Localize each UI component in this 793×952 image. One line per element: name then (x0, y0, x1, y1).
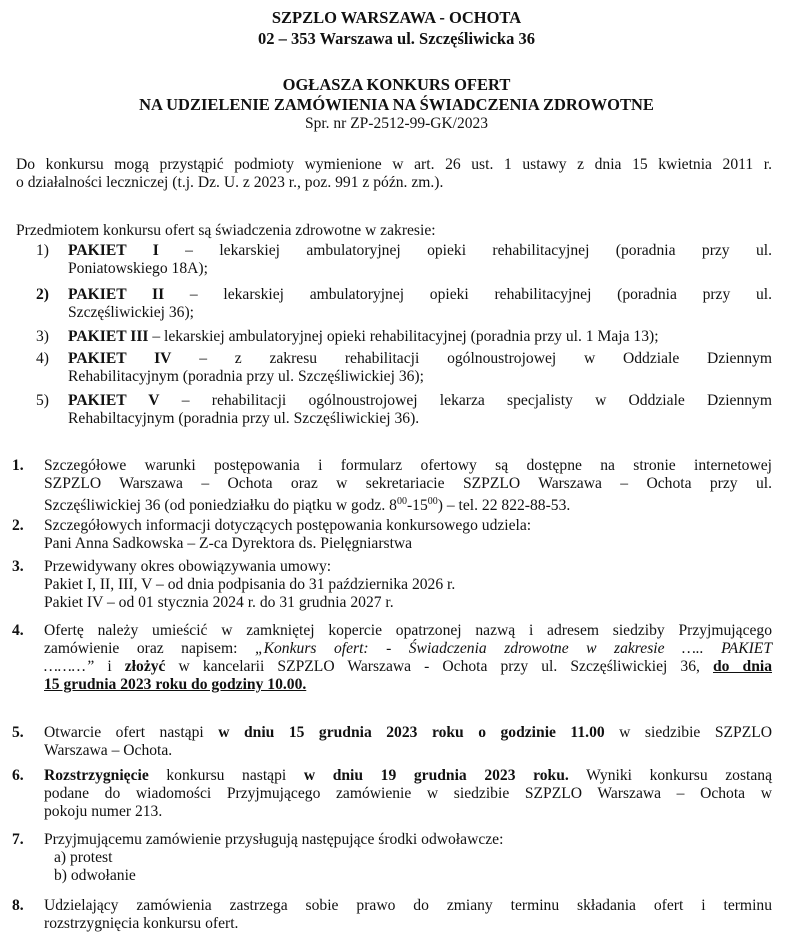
numbered-item-3 (12, 558, 772, 612)
emphasis-text: Rozstrzygnięcie (44, 767, 149, 784)
item-text: Szczegółowych informacji dotyczących postępowania konkursowego udziela: (44, 517, 532, 534)
item-text-part: Wyniki konkursu zostaną (568, 767, 772, 784)
item-text-part: w siedzibie SZPZLO (604, 724, 773, 741)
item-text-part: konkursu nastąpi (148, 767, 304, 784)
package-item (36, 350, 772, 386)
numbered-item-1 (12, 457, 772, 515)
item-text: Pakiet I, II, III, V – od dnia podpisania do 31 października 2026 r. (44, 576, 456, 593)
item-text: Ofertę należy umieścić w zamkniętej kopercie opatrzonej nazwą i adresem siedziby Przyjmującego (44, 622, 772, 639)
hours-superscript: 00 (427, 496, 438, 507)
envelope-label: „Konkurs ofert: - Świadczenia zdrowotne w zakresie ….. PAKIET (254, 640, 772, 657)
package-number: 3) (36, 328, 49, 345)
package-desc: – lekarskiej ambulatoryjnej opieki rehabilitacyjnej (poradnia przy ul. (189, 286, 773, 303)
item-text: Warszawa – Ochota. (44, 742, 173, 759)
header-title (0, 75, 793, 115)
intro-line-2: o działalności leczniczej (t.j. Dz. U. z 2023 r., poz. 991 z późn. zm.). (16, 174, 444, 191)
numbered-item-4 (12, 622, 772, 694)
item-number: 7. (12, 831, 24, 848)
item-text: Pani Anna Sadkowska – Z-ca Dyrektora ds. Pielęgniarstwa (44, 535, 413, 552)
package-desc-cont: Rehabilitacyjnym (poradnia przy ul. Szczęśliwickiej 36); (68, 368, 424, 385)
item-number: 2. (12, 517, 24, 534)
hours-text: -15 (406, 497, 428, 515)
resolution-date-text: w dniu 19 grudnia 2023 roku. (303, 767, 569, 784)
item-number: 4. (12, 622, 24, 639)
item-text: Udzielający zamówienia zastrzega sobie prawo do zmiany terminu składania ofert i terminu (44, 897, 772, 914)
intro-paragraph (16, 156, 772, 192)
package-number: 4) (36, 350, 49, 367)
item-text: Pakiet IV – od 01 stycznia 2024 r. do 31 grudnia 2027 r. (44, 594, 394, 611)
item-text (44, 640, 772, 658)
numbered-item-7 (12, 831, 772, 885)
numbered-item-2 (12, 517, 772, 553)
item-text (44, 724, 772, 742)
numbered-item-6 (12, 767, 772, 821)
item-number: 5. (12, 724, 24, 741)
package-desc: – lekarskiej ambulatoryjnej opieki rehabilitacyjnej (poradnia przy ul. 1 Maja 13); (152, 328, 659, 345)
header-org (0, 7, 793, 49)
title-line-2: NA UDZIELENIE ZAMÓWIENIA NA ŚWIADCZENIA ZDROWOTNE (139, 95, 654, 114)
item-number: 6. (12, 767, 24, 784)
package-number: 5) (36, 392, 49, 409)
package-name: PAKIET III (68, 328, 149, 345)
org-address: 02 – 353 Warszawa ul. Szczęśliwicka 36 (258, 29, 535, 48)
item-text: Przyjmującemu zamówienie przysługują następujące środki odwoławcze: (44, 831, 504, 848)
item-text: rozstrzygnięcia konkursu ofert. (44, 915, 239, 932)
package-desc: – rehabilitacji ogólnoustrojowej lekarza specjalisty w Oddziale Dziennym (181, 392, 772, 409)
package-number: 2) (36, 286, 49, 303)
hours-superscript: 00 (396, 496, 407, 507)
item-text: pokoju numer 213. (44, 803, 163, 820)
package-number: 1) (36, 242, 49, 259)
numbered-item-5 (12, 724, 772, 760)
intro-line-1: Do konkursu mogą przystąpić podmioty wymienione w art. 26 ust. 1 ustawy z dnia 15 kwietnia 2011 r. (16, 156, 772, 173)
org-name: SZPZLO WARSZAWA - OCHOTA (271, 8, 522, 27)
opening-date-text: w dniu 15 grudnia 2023 roku o godzinie 11.00 (218, 724, 605, 741)
item-text: podane do wiadomości Przyjmującego zamówienie w siedzibie SZPZLO Warszawa – Ochota w (44, 785, 772, 802)
item-text: Przewidywany okres obowiązywania umowy: (44, 558, 332, 575)
item-text (44, 493, 772, 515)
package-item (36, 286, 772, 322)
package-name: PAKIET II (68, 286, 165, 303)
package-name: PAKIET V (68, 392, 160, 409)
item-text: Szczegółowe warunki postępowania i formularz ofertowy są dostępne na stronie internetowej (44, 457, 772, 474)
numbered-item-8 (12, 897, 772, 933)
phone-text: ) – tel. 22 822-88-53. (437, 497, 571, 515)
item-text (44, 767, 772, 785)
deadline-text: do dnia (712, 658, 772, 675)
package-desc: – z zakresu rehabilitacji ogólnoustrojowej w Oddziale Dziennym (199, 350, 773, 367)
hours-text: Szczęśliwickiej 36 (od poniedziałku do piątku w godz. 8 (44, 497, 397, 515)
package-name: PAKIET I (68, 242, 159, 259)
item-text-part: w kancelarii SZPZLO Warszawa - Ochota przy ul. Szczęśliwickiej 36, (165, 658, 713, 675)
remedy-option: a) protest (54, 849, 113, 866)
item-text-part: Otwarcie ofert nastąpi (44, 724, 219, 741)
package-desc-cont: Szczęśliwickiej 36); (68, 304, 195, 321)
package-item (36, 392, 772, 428)
item-text (44, 658, 772, 676)
package-desc-cont: Rehabiltacyjnym (poradnia przy ul. Szczęśliwickiej 36). (68, 410, 420, 427)
package-desc: – lekarskiej ambulatoryjnej opieki rehabilitacyjnej (poradnia przy ul. (185, 242, 772, 259)
package-desc-cont: Poniatowskiego 18A); (68, 260, 208, 277)
deadline-text: 15 grudnia 2023 roku do godziny 10.00. (44, 676, 307, 693)
package-item (36, 328, 772, 346)
item-text-part: i (94, 658, 125, 675)
remedy-option: b) odwołanie (54, 867, 136, 884)
title-line-1: OGŁASZA KONKURS OFERT (282, 75, 511, 94)
envelope-label: ………” (44, 658, 95, 675)
item-number: 1. (12, 457, 24, 474)
emphasis-text: złożyć (124, 658, 166, 675)
item-number: 3. (12, 558, 24, 575)
package-item (36, 242, 772, 278)
subject-lead: Przedmiotem konkursu ofert są świadczenia zdrowotne w zakresie: (16, 222, 436, 239)
package-name: PAKIET IV (68, 350, 172, 367)
item-text: SZPZLO Warszawa – Ochota oraz w sekretariacie SZPZLO Warszawa – Ochota przy ul. (44, 475, 772, 492)
reference-number: Spr. nr ZP-2512-99-GK/2023 (305, 115, 488, 132)
item-text-part: zamówienie oraz napisem: (44, 640, 255, 657)
item-number: 8. (12, 897, 24, 914)
